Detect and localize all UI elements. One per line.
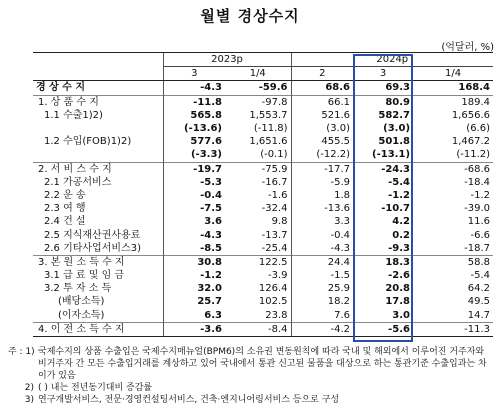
footnote-mark: 3) bbox=[24, 395, 34, 405]
value-cell: -3.9 bbox=[268, 270, 288, 282]
row-label: 경 상 수 지 bbox=[33, 81, 163, 95]
row-label: 3. 본 원 소 득 수 지 bbox=[33, 255, 163, 269]
row-label: (배당소득) bbox=[58, 296, 105, 308]
value-cell: 58.8 bbox=[413, 255, 493, 269]
value-cell: 455.5 bbox=[291, 135, 353, 148]
value-cell: 102.5 bbox=[258, 296, 288, 308]
value-cell: -13.6 bbox=[291, 202, 353, 215]
footnote-mark: 주 : 1) bbox=[8, 347, 35, 357]
value-cell: 6.3 bbox=[163, 309, 225, 323]
value-cell: -5.4 bbox=[388, 176, 411, 188]
row-label: 2.2 운 송 bbox=[44, 189, 86, 201]
value-cell: -59.6 bbox=[225, 81, 291, 95]
row-label: 2.6 기타사업서비스3) bbox=[44, 242, 141, 254]
value-cell: 168.4 bbox=[413, 81, 493, 95]
value-cell: -4.3 bbox=[163, 81, 225, 95]
table-row bbox=[33, 122, 493, 135]
value-cell: (-3.3) bbox=[163, 148, 225, 162]
table-row bbox=[33, 202, 493, 215]
value-cell: -6.6 bbox=[470, 229, 491, 241]
value-cell: 122.5 bbox=[225, 255, 291, 269]
value-cell: -11.3 bbox=[413, 322, 493, 336]
corner-cell bbox=[33, 53, 163, 67]
footnote-3 bbox=[8, 394, 494, 406]
value-cell: (3.0) bbox=[291, 122, 353, 135]
value-cell: (-11.2) bbox=[456, 149, 491, 161]
value-cell: 18.3 bbox=[353, 255, 413, 269]
value-cell: -8.4 bbox=[225, 322, 291, 336]
table-row bbox=[33, 135, 493, 148]
current-account-table bbox=[33, 52, 493, 337]
value-cell: -16.7 bbox=[261, 176, 288, 188]
value-cell: 7.6 bbox=[291, 309, 353, 323]
value-cell: -4.3 bbox=[163, 228, 225, 241]
value-cell: -7.5 bbox=[163, 202, 225, 215]
table-row bbox=[33, 81, 493, 95]
value-cell: 30.8 bbox=[163, 255, 225, 269]
table-row bbox=[33, 215, 493, 228]
footnotes bbox=[8, 346, 494, 406]
value-cell: 18.2 bbox=[291, 295, 353, 308]
table-row bbox=[33, 148, 493, 162]
row-label: (이자소득) bbox=[58, 309, 105, 321]
value-cell: 11.6 bbox=[467, 216, 491, 228]
row-label: 1. 상 품 수 지 bbox=[33, 95, 163, 109]
row-label: 1.1 수출1)2) bbox=[44, 109, 103, 121]
value-cell: -25.4 bbox=[261, 242, 288, 254]
period-header: 2 bbox=[291, 67, 353, 81]
value-cell: 126.4 bbox=[258, 283, 288, 295]
value-cell: 24.4 bbox=[291, 255, 353, 269]
value-cell: 69.3 bbox=[353, 81, 413, 95]
row-label: 3.1 급 료 및 임 금 bbox=[44, 270, 125, 282]
value-cell: -39.0 bbox=[464, 203, 491, 215]
value-cell: -11.8 bbox=[163, 95, 225, 109]
value-cell: (-12.2) bbox=[291, 148, 353, 162]
value-cell: -5.3 bbox=[163, 176, 225, 189]
value-cell: (-11.8) bbox=[253, 123, 288, 135]
value-cell: -17.7 bbox=[291, 162, 353, 176]
value-cell: 25.9 bbox=[291, 282, 353, 295]
value-cell: 9.8 bbox=[271, 216, 288, 228]
value-cell: (-13.6) bbox=[163, 122, 225, 135]
table-row bbox=[33, 162, 493, 176]
table-row bbox=[33, 295, 493, 308]
table-row bbox=[33, 189, 493, 202]
value-cell: 17.8 bbox=[385, 296, 411, 308]
value-cell: -5.6 bbox=[353, 322, 413, 336]
row-label: 2.4 건 설 bbox=[44, 216, 86, 228]
table-row bbox=[33, 228, 493, 241]
table-row bbox=[33, 242, 493, 256]
value-cell: 1,651.6 bbox=[249, 136, 288, 148]
table-row bbox=[33, 95, 493, 109]
value-cell: -0.4 bbox=[163, 189, 225, 202]
value-cell: 1.8 bbox=[291, 189, 353, 202]
value-cell: -3.6 bbox=[163, 322, 225, 336]
value-cell: 66.1 bbox=[291, 95, 353, 109]
value-cell: -2.6 bbox=[388, 270, 411, 282]
row-label: 2.3 여 행 bbox=[44, 203, 86, 215]
year-header-row bbox=[33, 53, 493, 67]
row-label bbox=[33, 122, 163, 135]
value-cell: -5.9 bbox=[291, 176, 353, 189]
row-label: 2.1 가공서비스 bbox=[44, 176, 112, 188]
value-cell: (3.0) bbox=[383, 123, 411, 135]
value-cell: -4.3 bbox=[291, 242, 353, 256]
value-cell: 565.8 bbox=[163, 109, 225, 122]
value-cell: 1,553.7 bbox=[249, 109, 288, 121]
value-cell: -24.3 bbox=[353, 162, 413, 176]
period-header: 3 bbox=[353, 67, 413, 81]
value-cell: 3.0 bbox=[392, 309, 411, 321]
value-cell: -68.6 bbox=[413, 162, 493, 176]
value-cell: -1.6 bbox=[268, 189, 288, 201]
value-cell: 23.8 bbox=[265, 309, 288, 321]
value-cell: -1.2 bbox=[470, 189, 491, 201]
value-cell: 4.2 bbox=[392, 216, 411, 228]
value-cell: -5.4 bbox=[470, 270, 491, 282]
value-cell: 32.0 bbox=[163, 282, 225, 295]
year-2024-header: 2024p bbox=[291, 53, 493, 67]
row-label bbox=[33, 148, 163, 162]
value-cell: 3.6 bbox=[163, 215, 225, 228]
row-label: 2. 서 비 스 수 지 bbox=[33, 162, 163, 176]
value-cell: 20.8 bbox=[385, 283, 411, 295]
table-row bbox=[33, 269, 493, 282]
value-cell: 80.9 bbox=[353, 95, 413, 109]
value-cell: 64.2 bbox=[467, 283, 491, 295]
value-cell: 189.4 bbox=[413, 95, 493, 109]
value-cell: -97.8 bbox=[225, 95, 291, 109]
page-title: 월별 경상수지 bbox=[200, 7, 300, 25]
value-cell: -9.3 bbox=[388, 242, 411, 254]
value-cell: 501.8 bbox=[378, 136, 411, 148]
value-cell: -18.7 bbox=[464, 242, 491, 254]
corner-cell bbox=[33, 67, 163, 81]
value-cell: 3.3 bbox=[291, 215, 353, 228]
year-2023-header: 2023p bbox=[163, 53, 291, 67]
value-cell: -75.9 bbox=[225, 162, 291, 176]
table-row bbox=[33, 109, 493, 122]
value-cell: -19.7 bbox=[163, 162, 225, 176]
row-label: 2.5 지식재산권사용료 bbox=[44, 229, 141, 241]
value-cell: 0.2 bbox=[392, 229, 411, 241]
value-cell: (-0.1) bbox=[260, 149, 288, 161]
value-cell: -32.4 bbox=[261, 203, 288, 215]
value-cell: -1.2 bbox=[388, 189, 411, 201]
period-header: 1/4 bbox=[225, 67, 291, 81]
value-cell: -4.2 bbox=[291, 322, 353, 336]
table-body bbox=[33, 81, 493, 337]
footnote-text: ( ) 내는 전년동기대비 증감률 bbox=[38, 383, 153, 393]
footnote-1 bbox=[8, 346, 494, 382]
table-row bbox=[33, 176, 493, 189]
period-header: 3 bbox=[163, 67, 225, 81]
value-cell: -10.7 bbox=[381, 203, 411, 215]
value-cell: 1,467.2 bbox=[451, 136, 491, 148]
value-cell: -1.5 bbox=[291, 269, 353, 282]
value-cell: -1.2 bbox=[163, 269, 225, 282]
value-cell: 14.7 bbox=[467, 309, 491, 321]
row-label: 1.2 수입(FOB)1)2) bbox=[44, 136, 132, 148]
row-label: 3.2 투 자 소 득 bbox=[44, 283, 112, 295]
table-row bbox=[33, 322, 493, 336]
value-cell: (-13.1) bbox=[372, 149, 411, 161]
value-cell: -0.4 bbox=[291, 228, 353, 241]
footnote-text: 연구개발서비스, 전문·경영컨설팅서비스, 건축·엔지니어링서비스 등으로 구성 bbox=[38, 395, 340, 405]
value-cell: 577.6 bbox=[163, 135, 225, 148]
value-cell: -13.7 bbox=[261, 229, 288, 241]
table-row bbox=[33, 255, 493, 269]
value-cell: -18.4 bbox=[464, 176, 491, 188]
value-cell: 49.5 bbox=[467, 296, 491, 308]
value-cell: (6.6) bbox=[466, 123, 491, 135]
value-cell: 1,656.6 bbox=[451, 109, 491, 121]
value-cell: -8.5 bbox=[163, 242, 225, 256]
period-header: 1/4 bbox=[413, 67, 493, 81]
value-cell: 68.6 bbox=[291, 81, 353, 95]
unit-label: (억달러, %) bbox=[441, 42, 494, 53]
value-cell: 25.7 bbox=[163, 295, 225, 308]
table-row bbox=[33, 282, 493, 295]
row-label: 4. 이 전 소 득 수 지 bbox=[33, 322, 163, 336]
footnote-text: 국제수지의 상품 수출입은 국제수지매뉴얼(BPM6)의 소유권 변동원칙에 따라 국내 및 해외에서 이루어진 거주자와 비거주자 간 모든 수출입거래를 계상하고 있어 국내에서 통관 신고된 물품을 대상으로 하는 통관기준 수출입과는 차이가 있음 bbox=[38, 347, 487, 381]
value-cell: 582.7 bbox=[378, 109, 411, 121]
table-row bbox=[33, 309, 493, 323]
period-header-row bbox=[33, 67, 493, 81]
value-cell: 521.6 bbox=[291, 109, 353, 122]
footnote-mark: 2) bbox=[24, 383, 34, 393]
footnote-2 bbox=[8, 382, 494, 394]
